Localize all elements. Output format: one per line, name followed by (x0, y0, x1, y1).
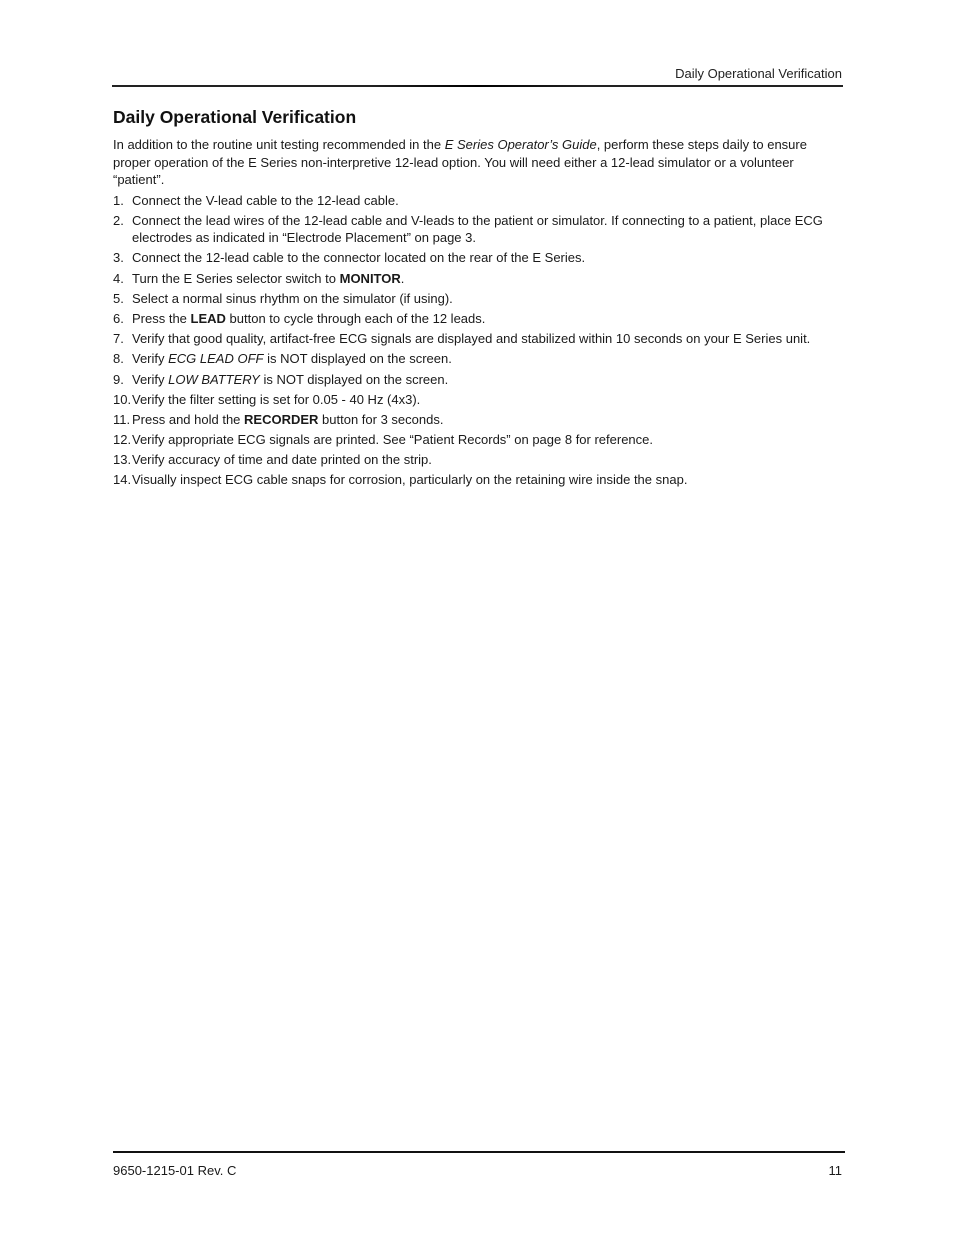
step-10 (113, 391, 843, 408)
intro-paragraph (113, 136, 843, 189)
step-text-post: button to cycle through each of the 12 leads. (225, 310, 486, 326)
step-text: Verify the filter setting is set for 0.05 - 40 Hz (4x3). (132, 391, 421, 407)
step-5 (113, 290, 843, 307)
step-8 (113, 350, 843, 367)
step-9 (113, 371, 843, 388)
step-text: Verify appropriate ECG signals are printed. See “Patient Records” on page 8 for reference. (132, 432, 654, 448)
step-text: Verify that good quality, artifact-free ECG signals are displayed and stabilized within 10 seconds on your E Series unit. (132, 331, 811, 347)
document-number: 9650-1215-01 Rev. C (113, 1163, 237, 1178)
step-text-post: is NOT displayed on the screen. (263, 351, 452, 367)
screen-message: LOW BATTERY (168, 371, 260, 387)
running-header: Daily Operational Verification (675, 66, 842, 81)
step-3 (113, 249, 843, 266)
control-name: RECORDER (244, 411, 319, 427)
step-13 (113, 451, 843, 468)
step-text: Connect the 12-lead cable to the connector located on the rear of the E Series. (132, 250, 586, 266)
header-rule (112, 85, 843, 87)
step-text: Press and hold the (132, 411, 245, 427)
step-number: 2. (113, 213, 124, 229)
step-11 (113, 411, 843, 428)
step-text-post: button for 3 seconds. (318, 411, 444, 427)
step-text-post: . (400, 270, 405, 286)
step-text: Turn the E Series selector switch to (132, 270, 340, 286)
intro-text-pre: In addition to the routine unit testing recommended in the (113, 137, 445, 152)
step-text: Connect the lead wires of the 12-lead cable and V-leads to the patient or simulator. If connecting to a patient, place ECG electrodes as indicated in “Electrode Placement” on page 3. (132, 213, 823, 246)
step-number: 14. (113, 472, 132, 488)
step-number: 1. (113, 193, 124, 208)
step-number: 8. (113, 351, 124, 367)
control-name: MONITOR (339, 270, 401, 286)
step-number: 5. (113, 290, 124, 306)
step-1 (113, 192, 843, 209)
step-2 (113, 212, 843, 246)
step-number: 7. (113, 331, 124, 347)
step-text: Verify (132, 371, 169, 387)
step-7 (113, 330, 843, 347)
step-number: 6. (113, 310, 124, 326)
page-number: 11 (828, 1163, 842, 1178)
intro-text-post: , perform these steps daily to ensure proper operation of the E Series non-interpretive 12-lead option. You will need either a 12-lead simulator or a volunteer “patient”. (113, 137, 807, 187)
step-14 (113, 471, 843, 488)
step-number: 4. (113, 270, 124, 286)
step-text: Connect the V-lead cable to the 12-lead cable. (132, 193, 399, 208)
step-text: Verify (132, 351, 169, 367)
step-4 (113, 270, 843, 287)
step-text: Visually inspect ECG cable snaps for corrosion, particularly on the retaining wire inside the snap. (132, 472, 688, 488)
control-name: LEAD (190, 310, 226, 326)
step-text: Verify accuracy of time and date printed on the strip. (132, 452, 432, 468)
step-number: 9. (113, 371, 124, 387)
step-6 (113, 310, 843, 327)
step-text: Select a normal sinus rhythm on the simulator (if using). (132, 290, 453, 306)
step-number: 10. (113, 391, 132, 407)
section-title: Daily Operational Verification (113, 107, 357, 127)
step-text: Press the (132, 310, 191, 326)
screen-message: ECG LEAD OFF (168, 351, 264, 367)
step-number: 3. (113, 250, 124, 266)
guide-title: E Series Operator’s Guide (444, 137, 597, 152)
step-number: 11. (113, 411, 131, 427)
step-text-post: is NOT displayed on the screen. (259, 371, 449, 387)
steps-list (113, 192, 843, 492)
step-number: 13. (113, 452, 132, 468)
step-12 (113, 431, 843, 448)
step-number: 12. (113, 432, 132, 448)
footer-rule (113, 1151, 845, 1153)
